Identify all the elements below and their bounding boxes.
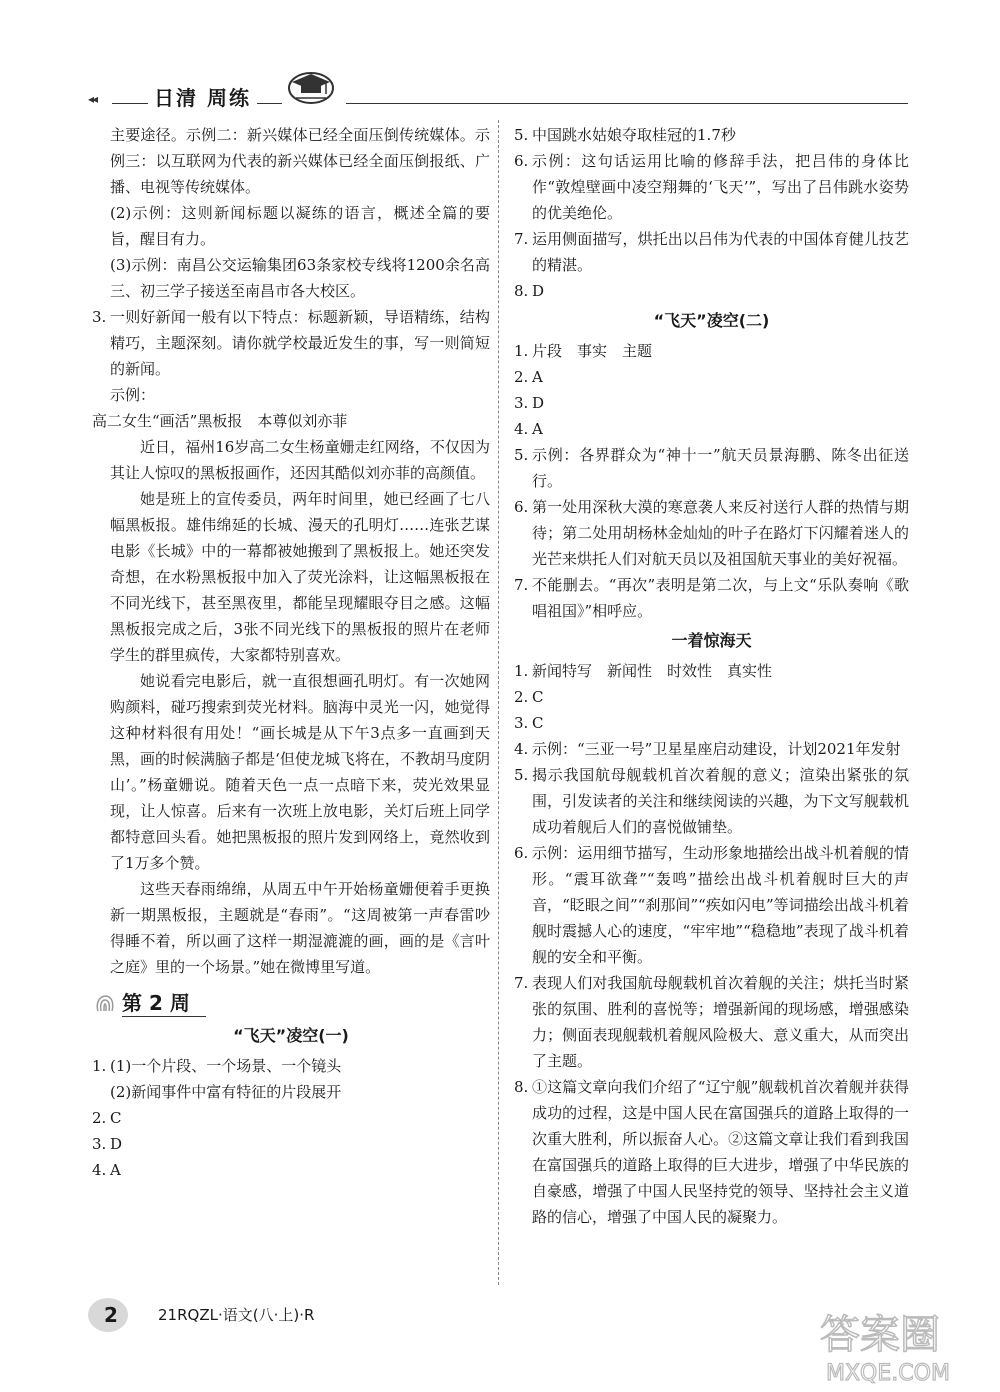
question-text: 一则好新闻一般有以下特点：标题新颖，导语精练，结构精巧，主题深刻。请你就学校最近发生的事，写一则简短的新闻。: [110, 308, 490, 378]
fingerprint-icon: [92, 991, 118, 1017]
section-title: 一着惊海天: [671, 631, 752, 650]
header-arrows: ◂◂: [88, 92, 97, 106]
section-title: “飞天”凌空(二): [653, 311, 770, 330]
header-rule: [346, 103, 908, 104]
watermark-url: MXQE.COM: [826, 1361, 950, 1386]
answer-item: 1. 新闻特写 新闻性 时效性 真实性: [514, 662, 773, 680]
answer-item: 3. D: [92, 1135, 123, 1153]
answer-item: 3. C: [514, 714, 544, 732]
answer-line: (3)示例：南昌公交运输集团63条家校专线将1200余名高三、初三学子接送至南昌市各大校区。: [110, 256, 490, 300]
question-number: 3.: [92, 308, 107, 326]
question-3: [92, 304, 490, 382]
news-paragraph: 她是班上的宣传委员，两年时间里，她已经画了七八幅黑板报。雄伟绵延的长城、漫天的孔明灯……连张艺谋电影《长城》中的一幕都被她搬到了黑板报上。她还突发奇想，在水粉黑板报中加入了荧光涂料，让这幅黑板报在不同光线下，甚至黑夜里，都能呈现耀眼夺目之感。这幅黑板报完成之后，3张不同光线下的黑板报的照片在老师学生的群里疯传，大家都特别喜欢。: [110, 490, 490, 664]
news-paragraph: 她说看完电影后，就一直很想画孔明灯。有一次她网购颜料，碰巧搜索到荧光材料。脑海中灵光一闪，她觉得这种材料很有用处！“画长城是从下午3点多一直画到天黑，画的时候满脑子都是‘但使龙城飞将在，不教胡马度阴山’。”杨童姗说。随着天色一点一点暗下来，荧光效果显现，让人惊喜。后来有一次班上放电影，关灯后班上同学都特意回头看。她把黑板报的照片发到网络上，竟然收到了1万多个赞。: [110, 672, 490, 872]
answer-line: (2)示例：这则新闻标题以凝练的语言，概述全篇的要旨，醒目有力。: [110, 204, 490, 248]
answer-item: 8. D: [514, 282, 545, 300]
answer-line: 主要途径。示例二：新兴媒体已经全面压倒传统媒体。示例三：以互联网为代表的新兴媒体已经全面压倒报纸、广播、电视等传统媒体。: [110, 126, 490, 196]
answer-item: (2)新闻事件中富有特征的片段展开: [110, 1083, 342, 1101]
page-footer: [92, 1296, 492, 1336]
answer-item: 1. (1)一个片段、一个场景、一个镜头: [92, 1057, 342, 1075]
answer-item: 5. 示例：各界群众为“神十一”航天员景海鹏、陈冬出征送行。: [514, 446, 909, 490]
watermark-logo: [812, 1300, 962, 1390]
answer-item: 1. 片段 事实 主题: [514, 342, 653, 360]
book-code: 21RQZL·语文(八·上)·R: [158, 1306, 315, 1324]
week-label: 第 2 周: [122, 990, 206, 1017]
column-divider: [498, 120, 499, 1285]
news-paragraph: 近日，福州16岁高二女生杨童姗走红网络，不仅因为其让人惊叹的黑板报画作，还因其酷似刘亦菲的高颜值。: [110, 438, 490, 482]
answer-item: 4. A: [514, 420, 543, 438]
answer-item: 2. A: [514, 368, 543, 386]
answer-item: 4. A: [92, 1161, 121, 1179]
page-header: [88, 76, 908, 110]
page-number: 2: [104, 1303, 118, 1327]
graduation-cap-logo-icon: [286, 66, 336, 106]
answer-item: 5. 揭示我国航母舰载机首次着舰的意义；渲染出紧张的氛围，引发读者的关注和继续阅读的兴趣，为下文写舰载机成功着舰后人们的喜悦做铺垫。: [514, 766, 909, 836]
news-paragraph: 这些天春雨绵绵，从周五中午开始杨童姗便着手更换新一期黑板报，主题就是“春雨”。“这周被第一声春雷吵得睡不着，所以画了这样一期湿漉漉的画，画的是《言叶之庭》里的一个场景。”她在微博里写道。: [110, 880, 490, 976]
answer-item: 2. C: [514, 688, 544, 706]
right-column: [514, 122, 909, 1230]
answer-item: 5. 中国跳水姑娘夺取桂冠的1.7秒: [514, 126, 736, 144]
section-title: “飞天”凌空(一): [233, 1026, 349, 1045]
example-label: 示例：: [110, 386, 156, 404]
answer-item: 8. ①这篇文章向我们介绍了“辽宁舰”舰载机首次着舰并获得成功的过程，这是中国人民在富国强兵的道路上取得的一次重大胜利，所以振奋人心。②这篇文章让我们看到我国在富国强兵的道路上取得的巨大进步，增强了中华民族的自豪感，增强了中国人民坚持党的领导、坚持社会主义道路的信心，增强了中国人民的凝聚力。: [514, 1078, 909, 1226]
news-title: 高二女生“画活”黑板报 本尊似刘亦菲: [92, 412, 348, 430]
answer-item: 6. 第一处用深秋大漠的寒意袭人来反衬送行人群的热情与期待；第二处用胡杨林金灿灿的叶子在路灯下闪耀着迷人的光芒来烘托人们对航天员以及祖国航天事业的美好祝福。: [514, 498, 909, 568]
watermark-text: 答案圈: [820, 1312, 940, 1358]
week-heading: [92, 990, 490, 1017]
answer-item: 3. D: [514, 394, 545, 412]
answer-item: 6. 示例：运用细节描写，生动形象地描绘出战斗机着舰的情形。“震耳欲聋”“轰鸣”描绘出战斗机着舰时巨大的声音，“眨眼之间”“刹那间”“疾如闪电”等词描绘出战斗机着舰时震撼人心的速度，“牢牢地”“稳稳地”表现了战斗机着舰的安全和平衡。: [514, 844, 909, 966]
answer-item: 4. 示例：“三亚一号”卫星星座启动建设，计划2021年发射: [514, 740, 901, 758]
answer-item: 2. C: [92, 1109, 122, 1127]
left-column: [92, 122, 490, 1183]
answer-item: 6. 示例：这句话运用比喻的修辞手法，把吕伟的身体比作“敦煌壁画中凌空翔舞的‘飞天’”，写出了吕伟跳水姿势的优美绝伦。: [514, 152, 909, 222]
answer-item: 7. 运用侧面描写，烘托出以吕伟为代表的中国体育健儿技艺的精湛。: [514, 230, 909, 274]
header-title: 日清 周练: [148, 82, 257, 111]
answer-item: 7. 不能删去。“再次”表明是第二次，与上文“乐队奏响《歌唱祖国》”相呼应。: [514, 576, 909, 620]
answer-item: 7. 表现人们对我国航母舰载机首次着舰的关注；烘托当时紧张的氛围、胜利的喜悦等；增强新闻的现场感，增强感染力；侧面表现舰载机着舰风险极大、意义重大，从而突出了主题。: [514, 974, 909, 1070]
